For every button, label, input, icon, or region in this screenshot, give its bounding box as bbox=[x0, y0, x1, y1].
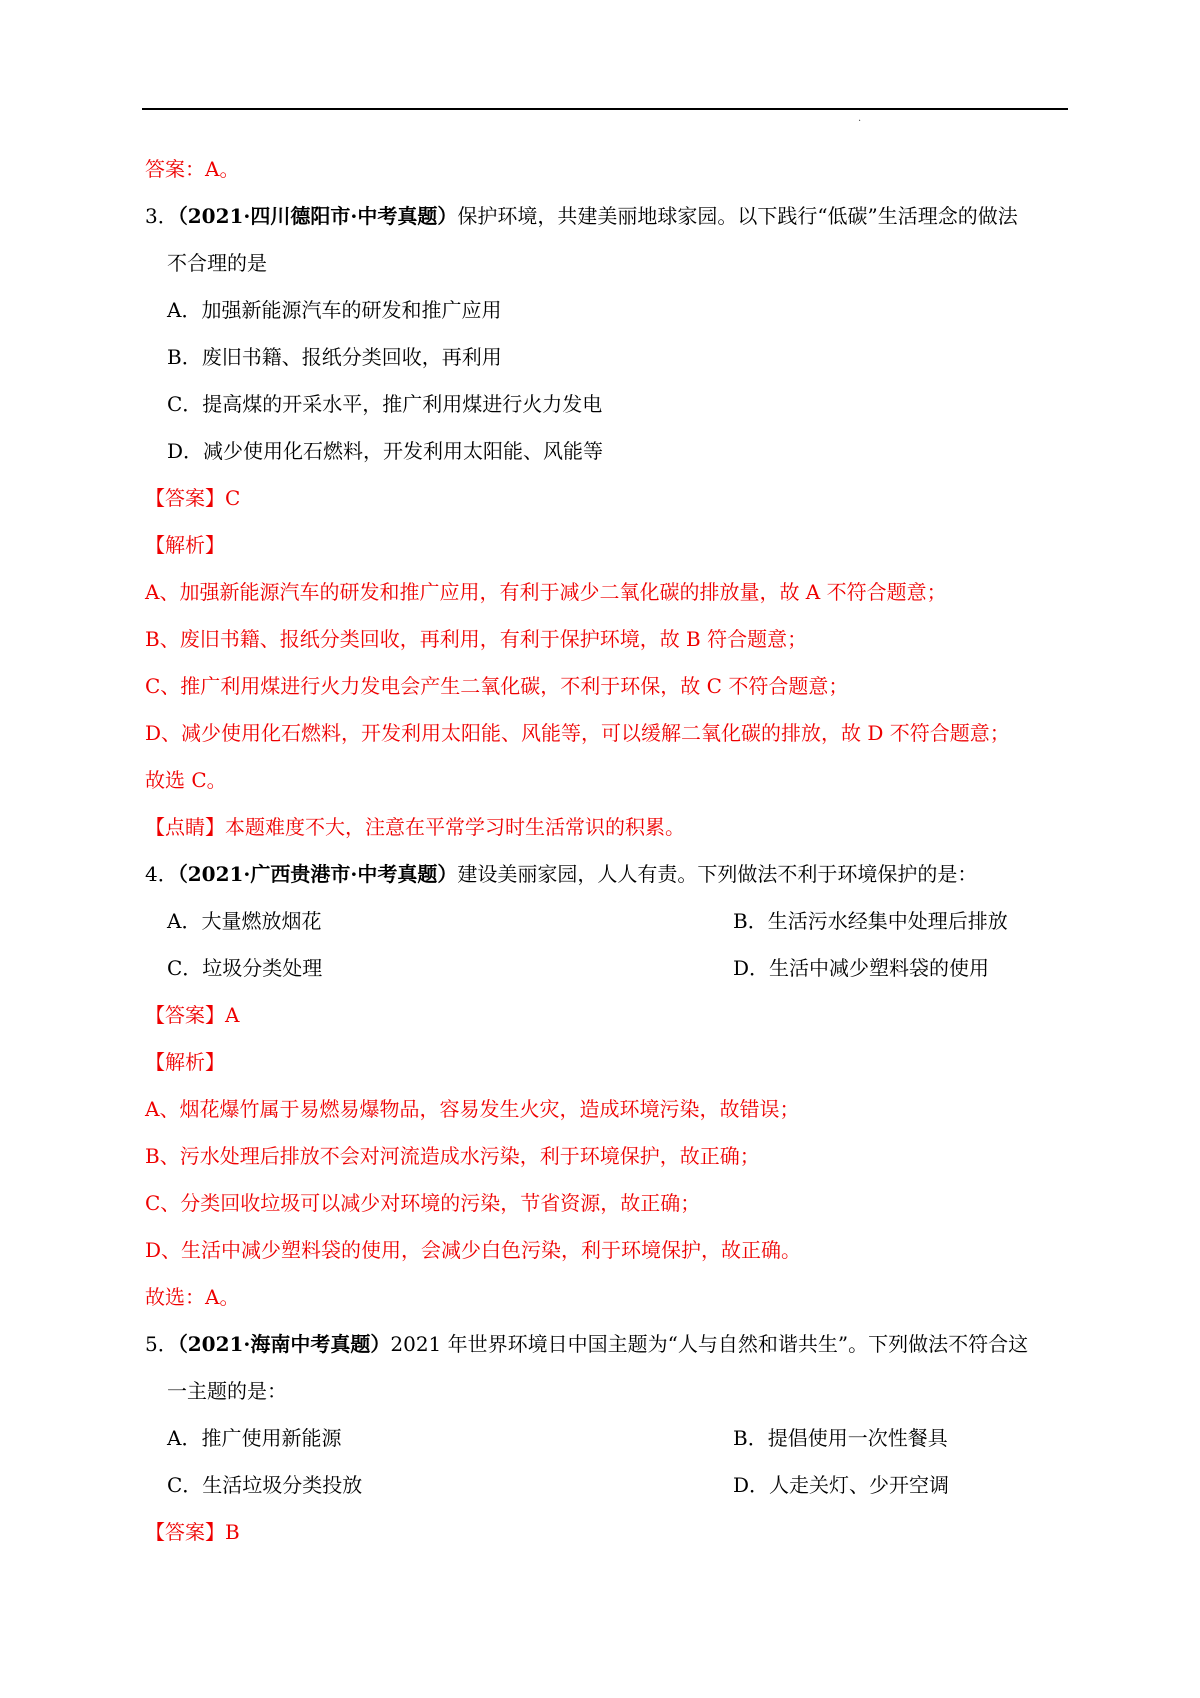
question-4-options-row-2 bbox=[167, 954, 1067, 982]
question-5-options-row-2 bbox=[167, 1471, 1067, 1499]
question-4-analysis-a: A、烟花爆竹属于易燃易爆物品，容易发生火灾，造成环境污染，故错误； bbox=[145, 1097, 800, 1121]
question-5-source: （2021·海南中考真题） bbox=[177, 1332, 391, 1356]
question-3-analysis-a: A、加强新能源汽车的研发和推广应用，有利于减少二氧化碳的排放量，故 A 不符合题意； bbox=[145, 580, 947, 604]
question-4-options-row-1 bbox=[167, 907, 1067, 935]
question-5-option-b: B．提倡使用一次性餐具 bbox=[733, 1426, 948, 1450]
question-3-analysis-d: D、减少使用化石燃料，开发利用太阳能、风能等，可以缓解二氧化碳的排放，故 D 不符合题意； bbox=[145, 721, 1010, 745]
question-4-analysis-label: 【解析】 bbox=[145, 1050, 225, 1074]
question-3-analysis-label: 【解析】 bbox=[145, 533, 225, 557]
question-4-source: （2021·广西贵港市·中考真题） bbox=[177, 862, 458, 886]
question-5-option-a: A．推广使用新能源 bbox=[167, 1426, 342, 1450]
header-dot: · bbox=[858, 116, 862, 127]
question-3-option-d: D．减少使用化石燃料，开发利用太阳能、风能等 bbox=[167, 439, 604, 463]
question-3-tip: 【点睛】本题难度不大，注意在平常学习时生活常识的积累。 bbox=[145, 815, 685, 839]
question-4-option-a: A．大量燃放烟花 bbox=[167, 909, 322, 933]
question-4-analysis-b: B、污水处理后排放不会对河流造成水污染，利于环境保护，故正确； bbox=[145, 1144, 760, 1168]
question-5-stem: 5．（2021·海南中考真题）2021 年世界环境日中国主题为“人与自然和谐共生”。下列做法不符合这 bbox=[145, 1332, 1029, 1356]
previous-answer: 答案：A。 bbox=[145, 157, 240, 181]
question-3-option-c: C．提高煤的开采水平，推广利用煤进行火力发电 bbox=[167, 392, 603, 416]
question-3-option-b: B．废旧书籍、报纸分类回收，再利用 bbox=[167, 345, 502, 369]
question-5-options-row-1 bbox=[167, 1424, 1067, 1452]
question-4-option-d: D．生活中减少塑料袋的使用 bbox=[733, 956, 990, 980]
question-5-option-c: C．生活垃圾分类投放 bbox=[167, 1473, 363, 1497]
question-4-option-b: B．生活污水经集中处理后排放 bbox=[733, 909, 1008, 933]
question-3-analysis-b: B、废旧书籍、报纸分类回收，再利用，有利于保护环境，故 B 符合题意； bbox=[145, 627, 808, 651]
question-3-conclusion: 故选 C。 bbox=[145, 768, 227, 792]
question-3-stem-cont: 不合理的是 bbox=[167, 251, 267, 275]
question-3-answer: 【答案】C bbox=[145, 486, 241, 510]
question-5-stem-cont: 一主题的是： bbox=[167, 1379, 287, 1403]
question-3-stem: 3．（2021·四川德阳市·中考真题）保护环境，共建美丽地球家园。以下践行“低碳”生活理念的做法 bbox=[145, 204, 1018, 228]
question-4-answer: 【答案】A bbox=[145, 1003, 240, 1027]
question-3-source: （2021·四川德阳市·中考真题） bbox=[177, 204, 458, 228]
question-3-option-a: A．加强新能源汽车的研发和推广应用 bbox=[167, 298, 502, 322]
question-5-answer: 【答案】B bbox=[145, 1520, 240, 1544]
header-rule bbox=[142, 108, 1068, 110]
question-3-analysis-c: C、推广利用煤进行火力发电会产生二氧化碳，不利于环保，故 C 不符合题意； bbox=[145, 674, 849, 698]
question-4-analysis-c: C、分类回收垃圾可以减少对环境的污染，节省资源，故正确； bbox=[145, 1191, 701, 1215]
question-4-option-c: C．垃圾分类处理 bbox=[167, 956, 323, 980]
question-4-conclusion: 故选：A。 bbox=[145, 1285, 240, 1309]
question-4-analysis-d: D、生活中减少塑料袋的使用，会减少白色污染，利于环境保护，故正确。 bbox=[145, 1238, 802, 1262]
question-4-stem: 4．（2021·广西贵港市·中考真题）建设美丽家园，人人有责。下列做法不利于环境保护的是： bbox=[145, 862, 978, 886]
question-5-option-d: D．人走关灯、少开空调 bbox=[733, 1473, 950, 1497]
